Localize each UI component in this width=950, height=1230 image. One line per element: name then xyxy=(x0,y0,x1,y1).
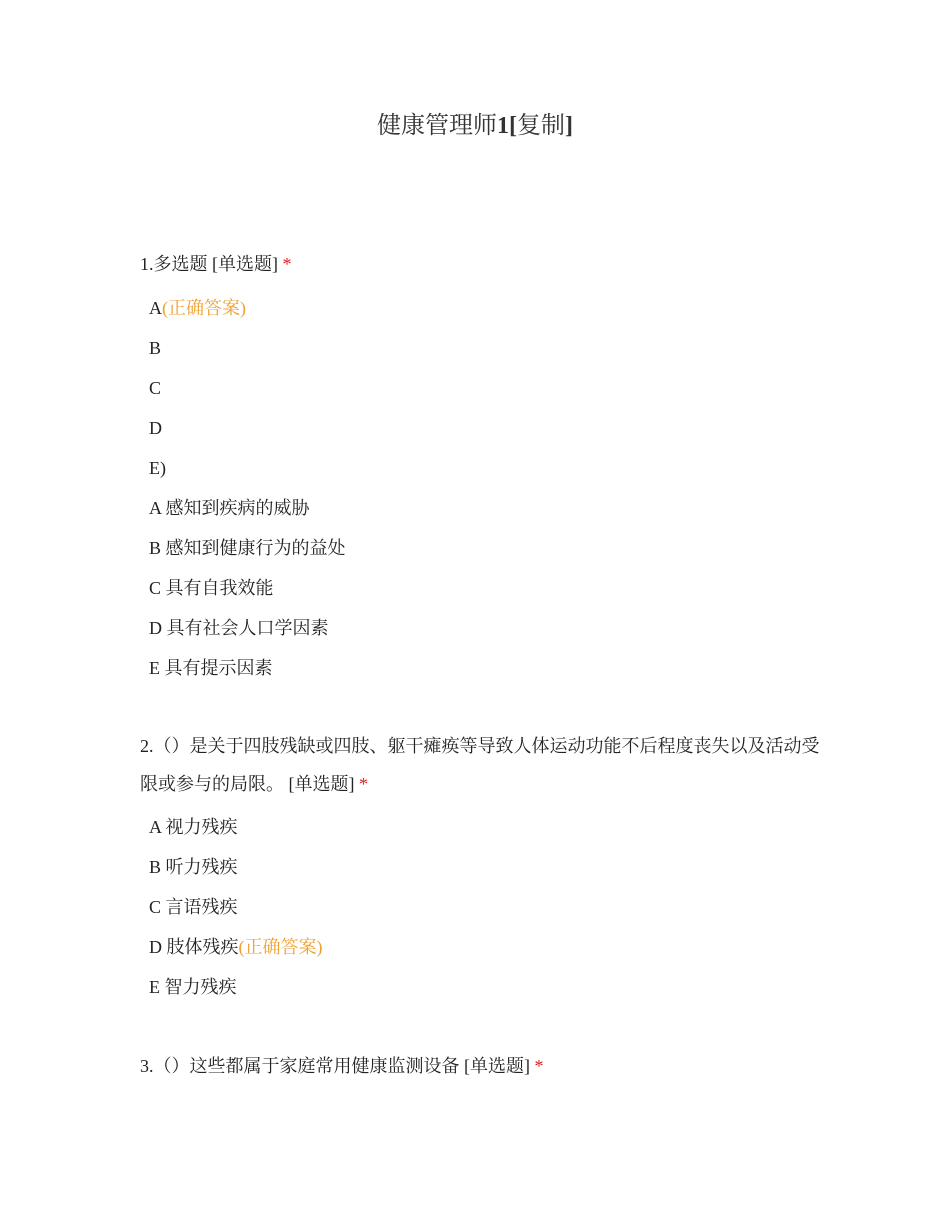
question-type-label: [单选题] xyxy=(288,774,355,794)
option-item[interactable] xyxy=(149,807,820,847)
title-bold-end: ] xyxy=(565,113,573,139)
option-item[interactable] xyxy=(149,927,820,967)
option-item[interactable] xyxy=(149,528,820,568)
question-text: 3.（）这些都属于家庭常用健康监测设备 xyxy=(140,1056,464,1076)
option-item[interactable] xyxy=(149,967,820,1007)
option-label: B 感知到健康行为的益处 xyxy=(149,538,346,558)
option-item[interactable] xyxy=(149,288,820,328)
question-stem xyxy=(140,1047,820,1085)
option-label: C 言语残疾 xyxy=(149,897,238,917)
option-label: D 具有社会人口学因素 xyxy=(149,618,329,638)
option-label: A 感知到疾病的威胁 xyxy=(149,498,310,518)
option-label: C xyxy=(149,378,162,398)
question-stem xyxy=(140,245,820,283)
option-item[interactable] xyxy=(149,488,820,528)
option-label: B 听力残疾 xyxy=(149,857,238,877)
option-item[interactable] xyxy=(149,448,820,488)
title-main: 健康管理师 xyxy=(377,113,497,139)
correct-answer-tag: (正确答案) xyxy=(162,298,246,318)
option-list xyxy=(140,288,820,688)
required-mark: * xyxy=(534,1056,544,1076)
question-2 xyxy=(140,727,820,1007)
question-type-label: [单选题] xyxy=(464,1056,530,1076)
option-label: E) xyxy=(149,458,166,478)
option-item[interactable] xyxy=(149,608,820,648)
option-item[interactable] xyxy=(149,887,820,927)
option-label: B xyxy=(149,338,162,358)
option-item[interactable] xyxy=(149,368,820,408)
option-item[interactable] xyxy=(149,328,820,368)
option-label: A xyxy=(149,298,162,318)
page-title xyxy=(0,110,950,142)
option-label: E 智力残疾 xyxy=(149,977,237,997)
option-item[interactable] xyxy=(149,568,820,608)
title-bold-part: 1[ xyxy=(497,113,517,139)
option-label: D 肢体残疾 xyxy=(149,937,239,957)
required-mark: * xyxy=(359,774,368,794)
question-type-label: [单选题] xyxy=(212,254,278,274)
required-mark: * xyxy=(282,254,292,274)
option-label: A 视力残疾 xyxy=(149,817,238,837)
question-text: 1.多选题 xyxy=(140,254,212,274)
option-label: C 具有自我效能 xyxy=(149,578,274,598)
title-suffix: 复制 xyxy=(517,113,565,139)
option-label: D xyxy=(149,418,162,438)
option-item[interactable] xyxy=(149,408,820,448)
question-1 xyxy=(140,245,820,688)
question-text: 2.（）是关于四肢残缺或四肢、躯干瘫痪等导致人体运动功能不后程度丧失以及活动受限或参与的局限。 xyxy=(140,736,820,794)
option-list xyxy=(140,807,820,1007)
question-3 xyxy=(140,1047,820,1085)
option-item[interactable] xyxy=(149,847,820,887)
option-label: E 具有提示因素 xyxy=(149,658,273,678)
question-stem xyxy=(140,727,820,803)
option-item[interactable] xyxy=(149,648,820,688)
correct-answer-tag: (正确答案) xyxy=(238,937,323,957)
